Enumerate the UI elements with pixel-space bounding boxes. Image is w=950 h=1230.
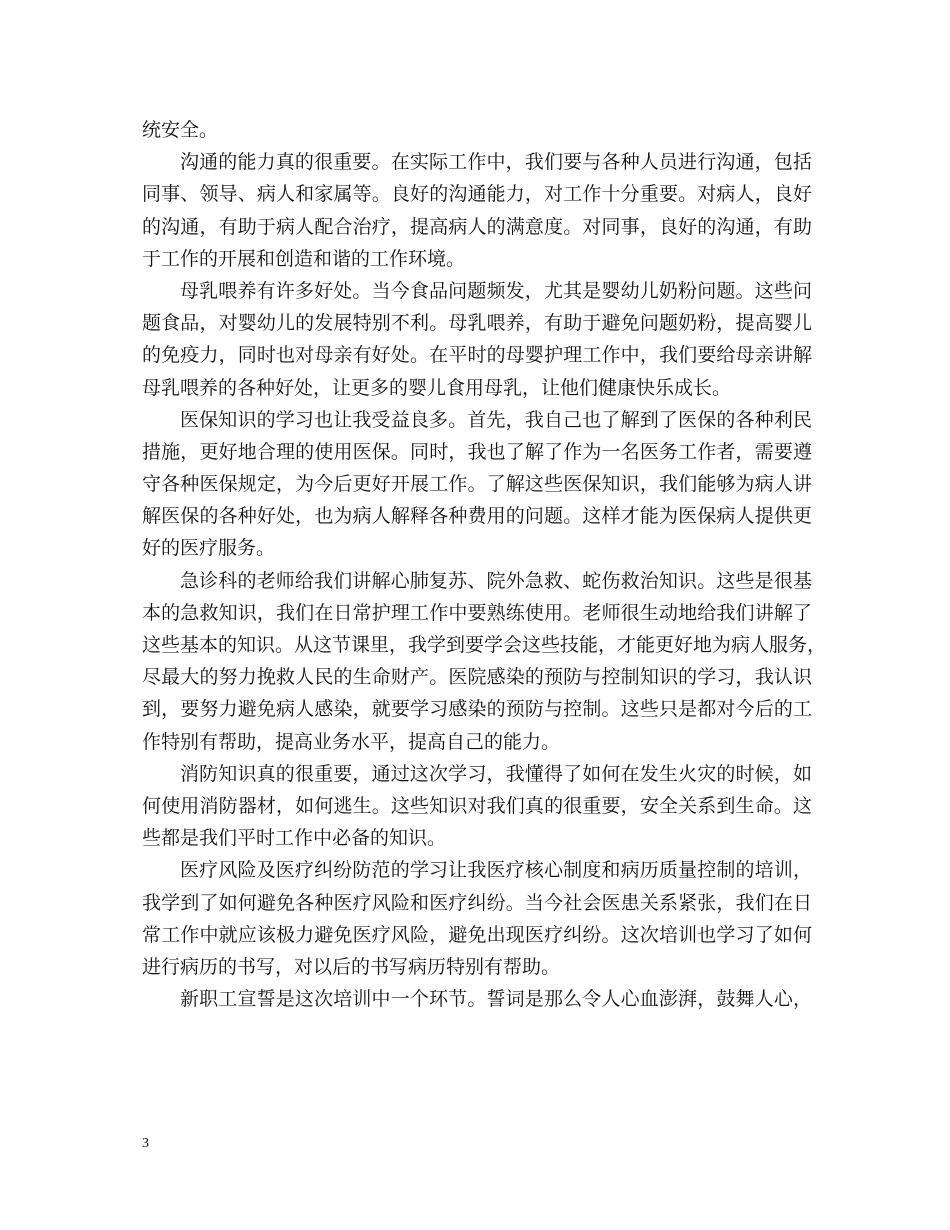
text-line: 急诊科的老师给我们讲解心肺复苏、院外急救、蛇伤救治知识。这些是很基 [180,569,812,592]
text-line: 母乳喂养的各种好处，让更多的婴儿食用母乳，让他们健康快乐成长。 [142,376,732,399]
text-line: 沟通的能力真的很重要。在实际工作中，我们要与各种人员进行沟通，包括 [180,151,812,174]
text-line: 母乳喂养有许多好处。当今食品问题频发，尤其是婴幼儿奶粉问题。这些问 [180,279,812,302]
text-line: 进行病历的书写，对以后的书写病历特别有帮助。 [142,955,561,978]
text-line: 新职工宣誓是这次培训中一个环节。誓词是那么令人心血澎湃，鼓舞人心， [180,988,812,1011]
text-line: 题食品，对婴幼儿的发展特别不利。母乳喂养，有助于避免问题奶粉，提高婴儿 [142,312,812,335]
text-line: 作特别有帮助，提高业务水平，提高自己的能力。 [142,730,561,753]
document-body [142,114,827,1015]
text-line: 守各种医保规定，为今后更好开展工作。了解这些医保知识，我们能够为病人讲 [142,473,812,496]
text-line: 常工作中就应该极力避免医疗风险，避免出现医疗纠纷。这次培训也学习了如何 [142,923,812,946]
text-line: 好的医疗服务。 [142,537,276,560]
text-line: 于工作的开展和创造和谐的工作环境。 [142,247,466,270]
text-line: 何使用消防器材，如何逃生。这些知识对我们真的很重要，安全关系到生命。这 [142,794,812,817]
text-line: 统安全。 [142,119,219,141]
page-number: 3 [142,1136,149,1151]
text-line: 尽最大的努力挽救人民的生命财产。医院感染的预防与控制知识的学习，我认识 [142,666,812,689]
text-line: 医保知识的学习也让我受益良多。首先，我自己也了解到了医保的各种利民 [180,408,812,431]
text-line: 的沟通，有助于病人配合治疗，提高病人的满意度。对同事，良好的沟通，有助 [142,215,812,238]
text-line: 我学到了如何避免各种医疗风险和医疗纠纷。当今社会医患关系紧张，我们在日 [142,891,812,914]
text-line: 这些基本的知识。从这节课里，我学到要学会这些技能，才能更好地为病人服务， [142,634,827,656]
text-line: 措施，更好地合理的使用医保。同时，我也了解了作为一名医务工作者，需要遵 [142,440,812,463]
text-line: 的免疫力，同时也对母亲有好处。在平时的母婴护理工作中，我们要给母亲讲解 [142,344,812,367]
text-line: 医疗风险及医疗纠纷防范的学习让我医疗核心制度和病历质量控制的培训， [180,859,812,882]
text-line: 消防知识真的很重要，通过这次学习，我懂得了如何在发生火灾的时候，如 [180,762,812,785]
text-line: 到，要努力避免病人感染，就要学习感染的预防与控制。这些只是都对今后的工 [142,698,812,721]
text-line: 同事、领导、病人和家属等。良好的沟通能力，对工作十分重要。对病人，良好 [142,183,812,206]
text-line: 解医保的各种好处，也为病人解释各种费用的问题。这样才能为医保病人提供更 [142,505,812,528]
text-line: 本的急救知识，我们在日常护理工作中要熟练使用。老师很生动地给我们讲解了 [142,601,812,624]
text-line: 些都是我们平时工作中必备的知识。 [142,827,447,850]
